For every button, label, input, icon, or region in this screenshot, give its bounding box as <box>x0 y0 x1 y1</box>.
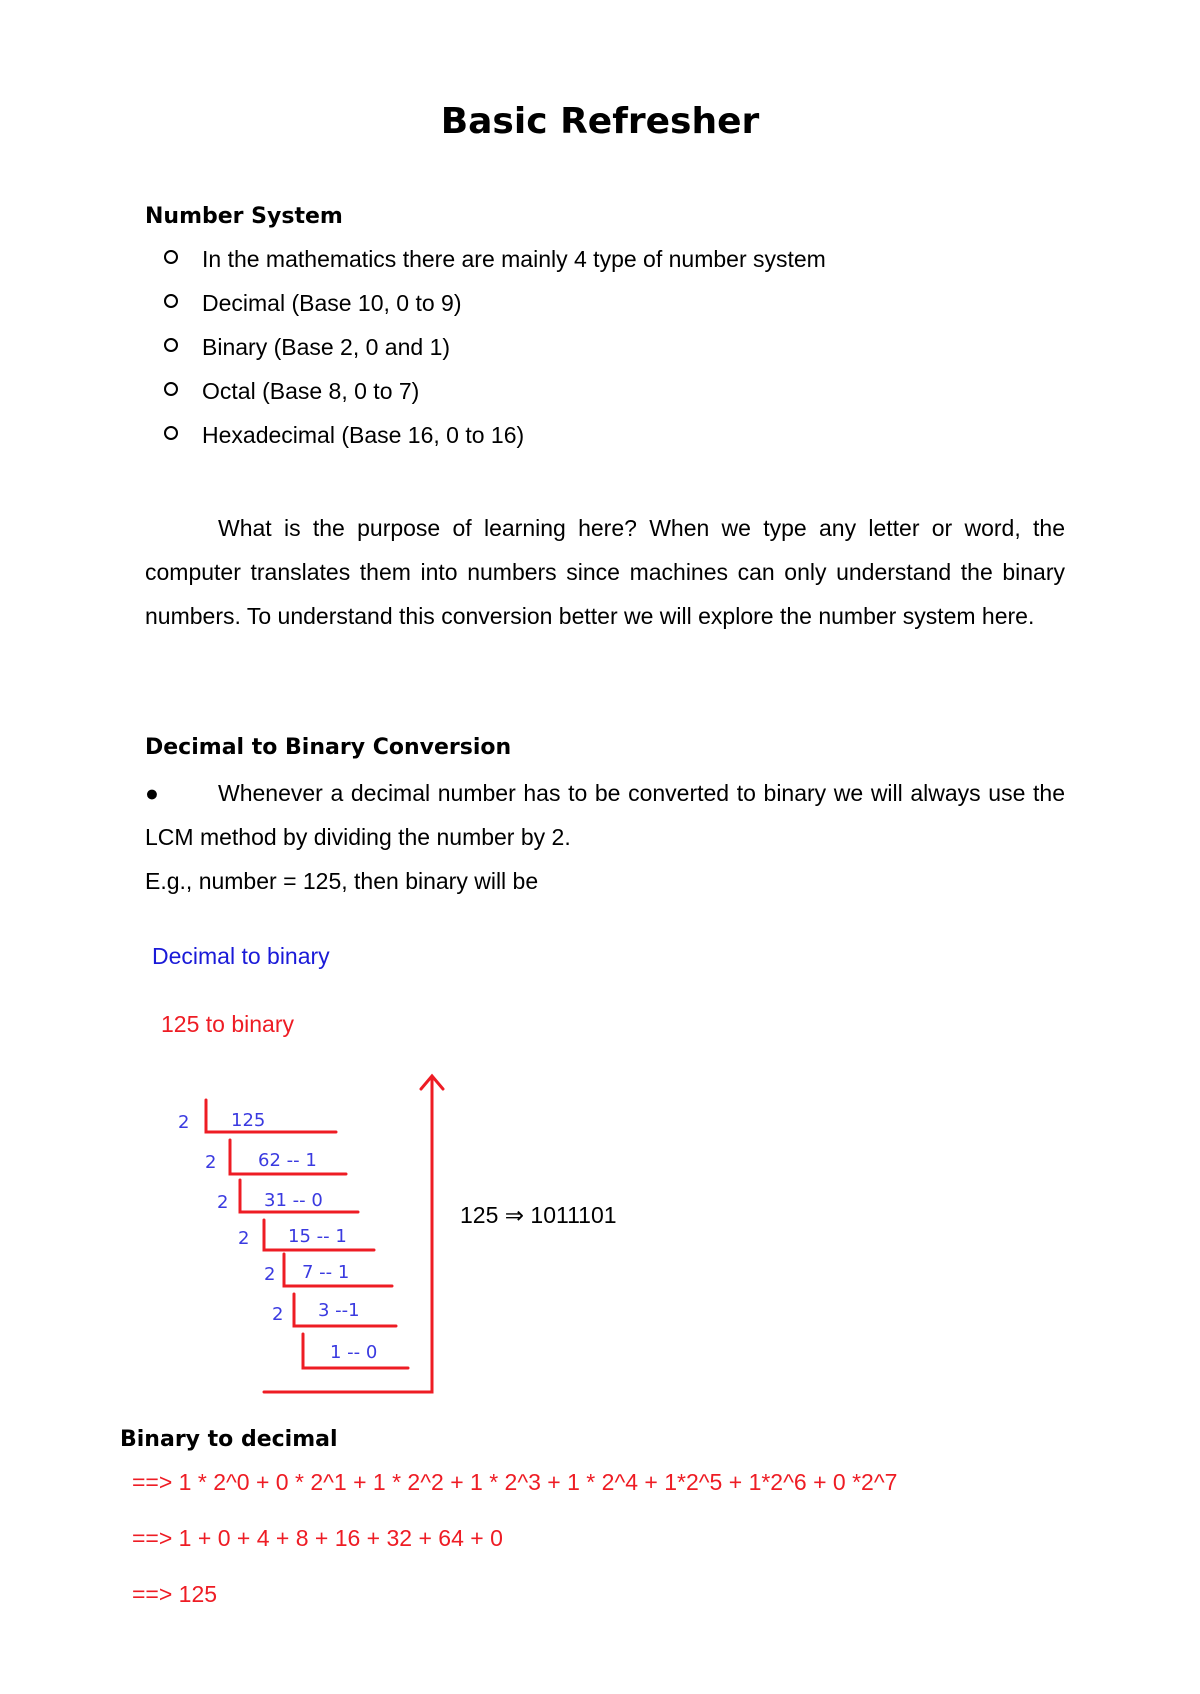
bullet-dot-icon: ● <box>145 780 159 806</box>
conversion-result: 125 ⇒ 1011101 <box>460 1202 617 1228</box>
division-step: 3 --1 <box>318 1300 360 1321</box>
example-text: E.g., number = 125, then binary will be <box>145 868 539 894</box>
list-item: Hexadecimal (Base 16, 0 to 16) <box>160 420 826 464</box>
list-item: Octal (Base 8, 0 to 7) <box>160 376 826 420</box>
division-line <box>206 1100 336 1132</box>
figure-caption-red: 125 to binary <box>161 1011 294 1037</box>
section-heading-decimal-to-binary: Decimal to Binary Conversion <box>145 735 512 760</box>
list-item: In the mathematics there are mainly 4 type of number system <box>160 244 826 288</box>
section-heading-number-system: Number System <box>145 204 343 229</box>
division-step: 7 -- 1 <box>302 1262 350 1283</box>
divisor-label: 2 <box>264 1264 276 1285</box>
divisor-label: 2 <box>217 1192 229 1213</box>
divisor-label: 2 <box>238 1228 250 1249</box>
divisor-label: 2 <box>205 1152 217 1173</box>
divisor-label: 2 <box>272 1304 284 1325</box>
figure-caption-blue: Decimal to binary <box>152 943 330 969</box>
list-item: Binary (Base 2, 0 and 1) <box>160 332 826 376</box>
division-step: 15 -- 1 <box>288 1226 347 1247</box>
division-step: 1 -- 0 <box>330 1342 378 1363</box>
division-step: 62 -- 1 <box>258 1150 317 1171</box>
equation-line: ==> 125 <box>132 1581 218 1607</box>
page-title: Basic Refresher <box>440 101 760 142</box>
divisor-label: 2 <box>178 1112 190 1133</box>
section-heading-binary-to-decimal: Binary to decimal <box>120 1427 338 1452</box>
equation-line: ==> 1 * 2^0 + 0 * 2^1 + 1 * 2^2 + 1 * 2^3 + 1 * 2^4 + 1*2^5 + 1*2^6 + 0 *2^7 <box>132 1469 898 1495</box>
division-step: 31 -- 0 <box>264 1190 323 1211</box>
purpose-paragraph: What is the purpose of learning here? When we type any letter or word, the computer translates them into numbers since machines can only understand the binary numbers. To understand this conversion better we will explore the number system here. <box>145 515 1065 629</box>
equation-line: ==> 1 + 0 + 4 + 8 + 16 + 32 + 64 + 0 <box>132 1525 503 1551</box>
division-step: 125 <box>231 1110 266 1131</box>
lcm-bullet-paragraph: ● Whenever a decimal number has to be converted to binary we will always use the LCM method by dividing the number by 2. <box>145 771 1065 859</box>
list-item: Decimal (Base 10, 0 to 9) <box>160 288 826 332</box>
